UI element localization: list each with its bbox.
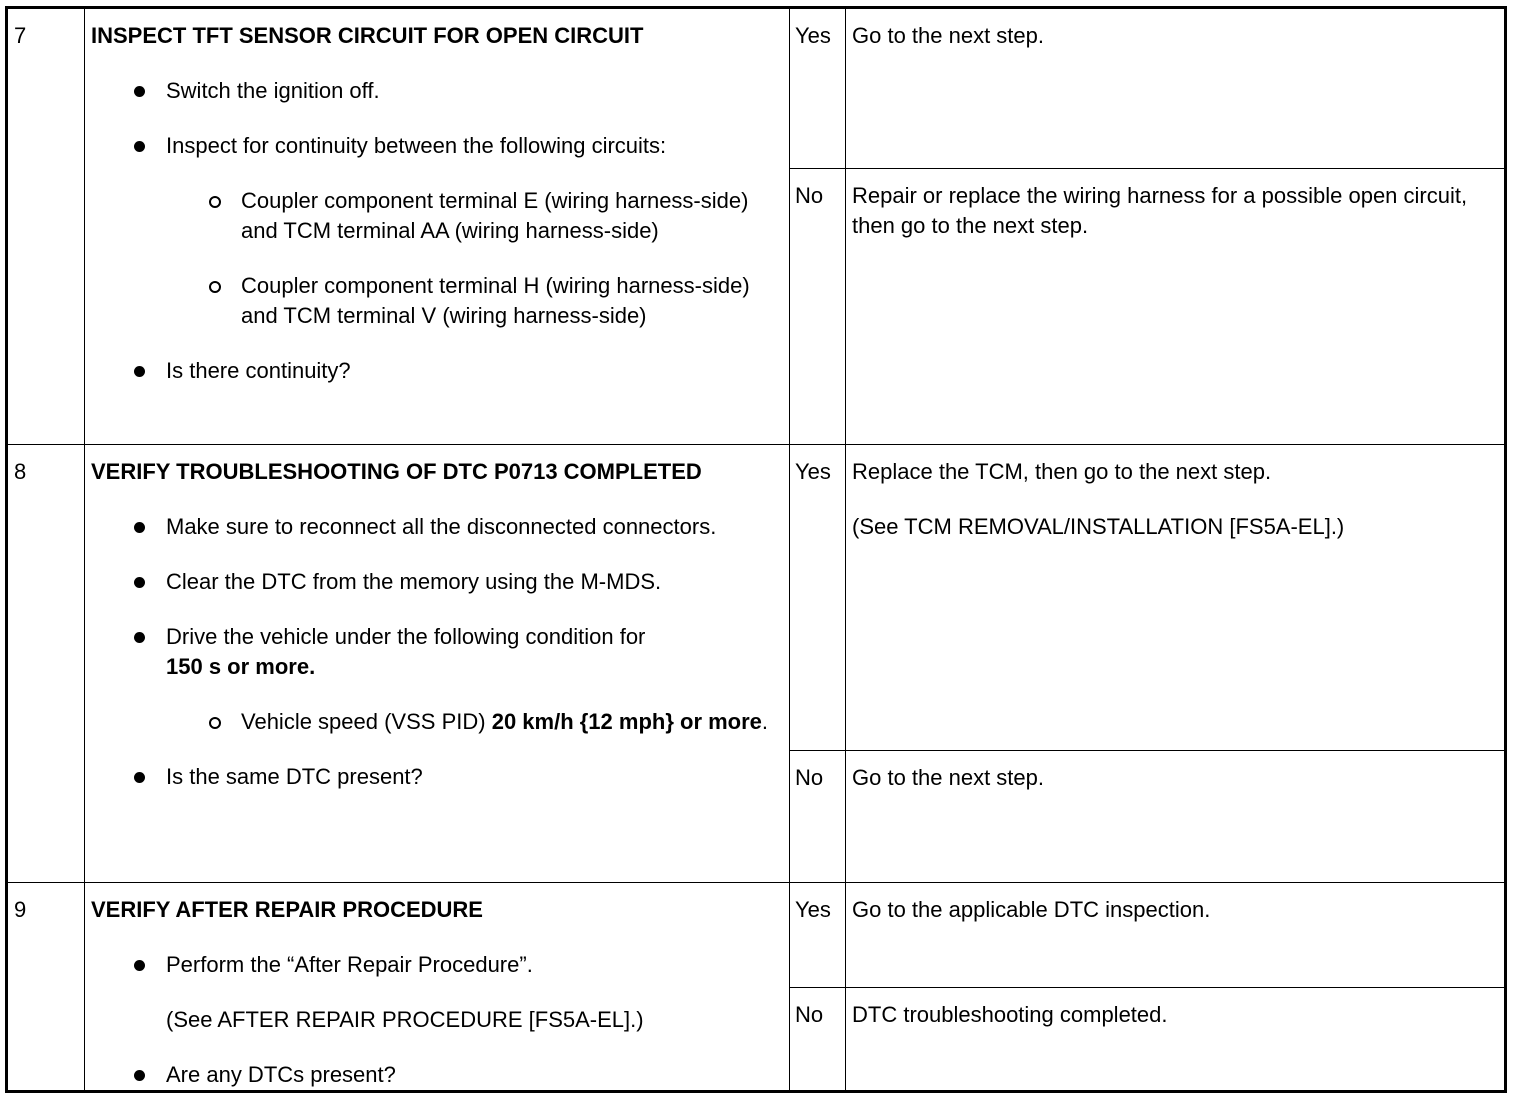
yes-reference: (See TCM REMOVAL/INSTALLATION [FS5A-EL].): [852, 514, 1345, 539]
bullet-item: Drive the vehicle under the following condition for 150 s or more.: [91, 622, 783, 682]
step-procedure: [85, 445, 790, 883]
yes-label: Yes: [790, 883, 846, 988]
troubleshooting-table: [5, 6, 1507, 1093]
bullet-icon: [134, 960, 145, 971]
no-label: No: [790, 987, 846, 1092]
yes-label: Yes: [790, 8, 846, 169]
bullet-item: Clear the DTC from the memory using the M-MDS.: [91, 567, 783, 597]
step-title: INSPECT TFT SENSOR CIRCUIT FOR OPEN CIRCUIT: [91, 23, 644, 48]
sub-bullet-item: Coupler component terminal H (wiring harness-side) and TCM terminal V (wiring harness-side): [91, 271, 783, 331]
yes-action: Replace the TCM, then go to the next step.: [852, 459, 1272, 484]
sub-bullet-item: Vehicle speed (VSS PID) 20 km/h {12 mph} or more.: [91, 707, 783, 737]
bullet-item: Inspect for continuity between the following circuits:: [91, 131, 783, 161]
step-number: 7: [7, 8, 85, 445]
step-procedure: [85, 883, 790, 1092]
bullet-icon: [134, 86, 145, 97]
bullet-icon: [134, 577, 145, 588]
circle-bullet-icon: [209, 196, 221, 208]
yes-action: Go to the next step.: [846, 8, 1506, 169]
reference-text: (See AFTER REPAIR PROCEDURE [FS5A-EL].): [166, 1007, 644, 1032]
step-9-yes-row: [7, 883, 1506, 988]
step-title: VERIFY TROUBLESHOOTING OF DTC P0713 COMPLETED: [91, 459, 702, 484]
bullet-icon: [134, 772, 145, 783]
bullet-icon: [134, 366, 145, 377]
sub-bullet-item: Coupler component terminal E (wiring harness-side) and TCM terminal AA (wiring harness-side): [91, 186, 783, 246]
circle-bullet-icon: [209, 717, 221, 729]
circle-bullet-icon: [209, 281, 221, 293]
step-title: VERIFY AFTER REPAIR PROCEDURE: [91, 897, 483, 922]
step-7-yes-row: [7, 8, 1506, 169]
yes-action: Go to the applicable DTC inspection.: [846, 883, 1506, 988]
no-action: DTC troubleshooting completed.: [846, 987, 1506, 1092]
question-item: Are any DTCs present?: [91, 1060, 783, 1090]
step-procedure: [85, 8, 790, 445]
yes-action-cell: [846, 445, 1506, 751]
bullet-icon: [134, 1070, 145, 1081]
no-action: Go to the next step.: [846, 751, 1506, 883]
bullet-item: Make sure to reconnect all the disconnected connectors.: [91, 512, 783, 542]
no-label: No: [790, 751, 846, 883]
yes-label: Yes: [790, 445, 846, 751]
step-number: 9: [7, 883, 85, 1092]
bullet-icon: [134, 522, 145, 533]
bullet-icon: [134, 141, 145, 152]
question-item: Is the same DTC present?: [91, 762, 783, 792]
question-item: Is there continuity?: [91, 356, 783, 386]
bullet-item: Switch the ignition off.: [91, 76, 783, 106]
no-action: Repair or replace the wiring harness for a possible open circuit, then go to the next step.: [846, 169, 1506, 445]
step-8-yes-row: [7, 445, 1506, 751]
bullet-item: Perform the “After Repair Procedure”.: [91, 950, 783, 980]
bullet-icon: [134, 632, 145, 643]
no-label: No: [790, 169, 846, 445]
step-number: 8: [7, 445, 85, 883]
